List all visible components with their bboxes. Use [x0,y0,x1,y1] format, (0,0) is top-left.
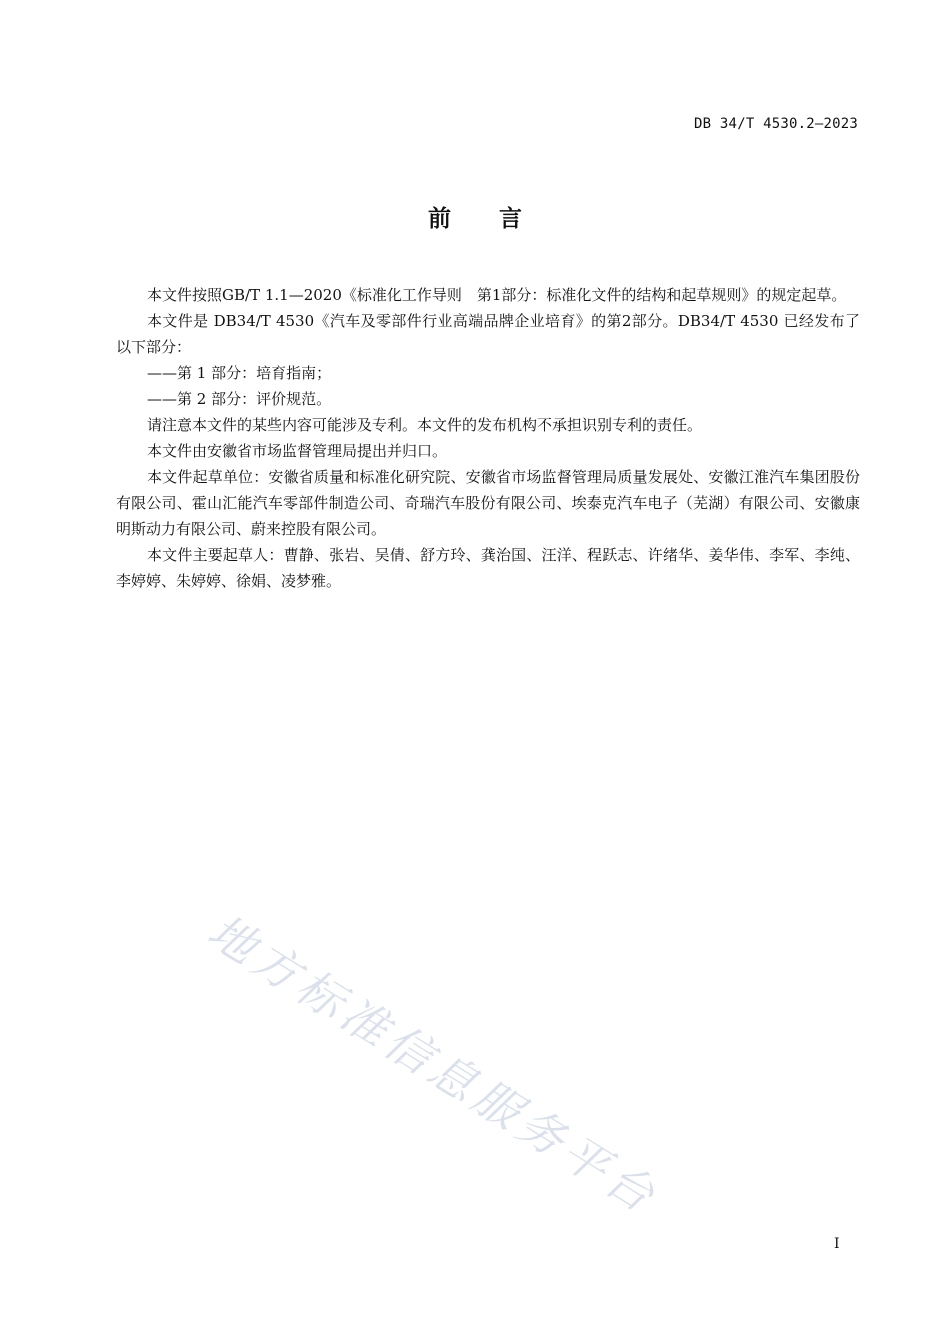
paragraph-series-parts: 本文件是 DB34/T 4530《汽车及零部件行业高端品牌企业培育》的第2部分。DB34/T 4530 已经发布了以下部分： [116,312,860,356]
list-item-part-2: ——第 2 部分：评价规范。 [147,390,332,408]
paragraph-drafters: 本文件主要起草人：曹静、张岩、吴倩、舒方玲、龚治国、汪洋、程跃志、许绪华、姜华伟、李军、李纯、李婷婷、朱婷婷、徐娟、凌梦雅。 [116,546,860,590]
paragraph-drafting-units: 本文件起草单位：安徽省质量和标准化研究院、安徽省市场监督管理局质量发展处、安徽江淮汽车集团股份有限公司、霍山汇能汽车零部件制造公司、奇瑞汽车股份有限公司、埃泰克汽车电子（芜湖）有限公司、安徽康明斯动力有限公司、蔚来控股有限公司。 [116,468,860,538]
page-title: 前言 [428,206,570,232]
list-item-part-1: ——第 1 部分：培育指南； [147,364,332,382]
paragraph-proposer: 本文件由安徽省市场监督管理局提出并归口。 [147,442,448,460]
watermark: 地方标准信息服务平台 [198,903,669,1225]
paragraph-drafting-rules: 本文件按照GB/T 1.1—2020《标准化工作导则 第1部分：标准化文件的结构和起草规则》的规定起草。 [147,286,847,304]
foreword-body [116,282,860,594]
document-code: DB 34/T 4530.2—2023 [694,116,858,132]
paragraph-patent-notice: 请注意本文件的某些内容可能涉及专利。本文件的发布机构不承担识别专利的责任。 [147,416,703,434]
page-number: I [834,1236,840,1252]
